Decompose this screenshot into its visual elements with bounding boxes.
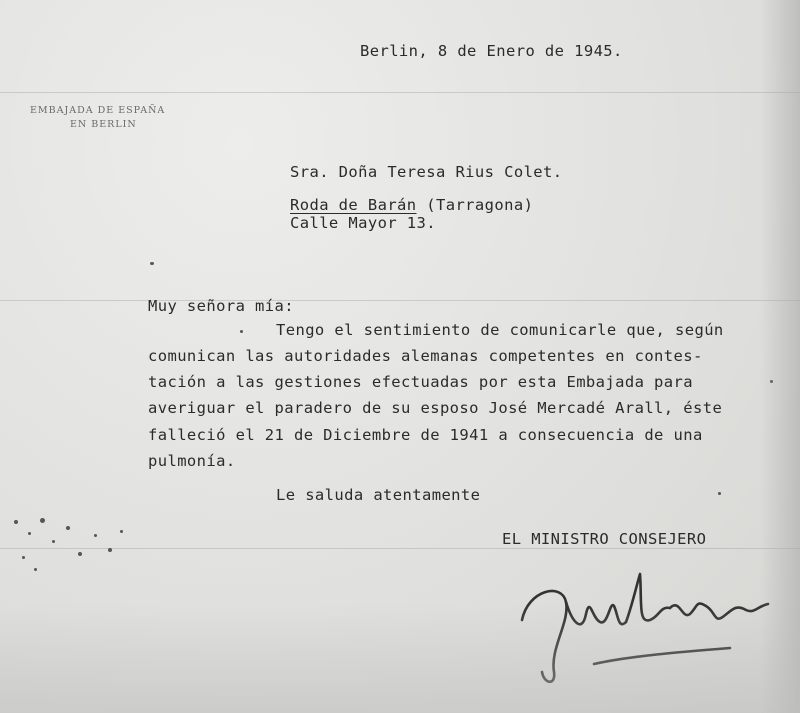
fold-line xyxy=(0,300,800,301)
fold-line xyxy=(0,548,800,549)
body-line: averiguar el paradero de su esposo José Mercadé Arall, éste xyxy=(148,399,723,417)
body-line: pulmonía. xyxy=(148,452,236,470)
letterhead-line-1: EMBAJADA DE ESPAÑA xyxy=(30,105,166,116)
body-line: Tengo el sentimiento de comunicarle que, según xyxy=(276,321,724,339)
salutation: Muy señora mía: xyxy=(148,297,294,315)
recipient-address-line xyxy=(290,196,533,214)
date-line: Berlin, 8 de Enero de 1945. xyxy=(360,42,623,60)
letterhead xyxy=(30,104,165,132)
paper-bottom-shadow xyxy=(0,603,800,713)
recipient-province: (Tarragona) xyxy=(426,196,534,214)
body-line: tación a las gestiones efectuadas por esta Embajada para xyxy=(148,373,693,391)
letterhead-line-2: EN BERLIN xyxy=(70,119,137,130)
recipient-town: Roda de Barán xyxy=(290,196,417,214)
body-line: comunican las autoridades alemanas competentes en contes- xyxy=(148,347,703,365)
signatory-title: EL MINISTRO CONSEJERO xyxy=(502,530,707,548)
body-line: falleció el 21 de Diciembre de 1941 a consecuencia de una xyxy=(148,426,703,444)
recipient-name: Sra. Doña Teresa Rius Colet. xyxy=(290,163,563,181)
closing: Le saluda atentamente xyxy=(276,486,481,504)
recipient-street: Calle Mayor 13. xyxy=(290,214,436,232)
fold-line xyxy=(0,92,800,93)
